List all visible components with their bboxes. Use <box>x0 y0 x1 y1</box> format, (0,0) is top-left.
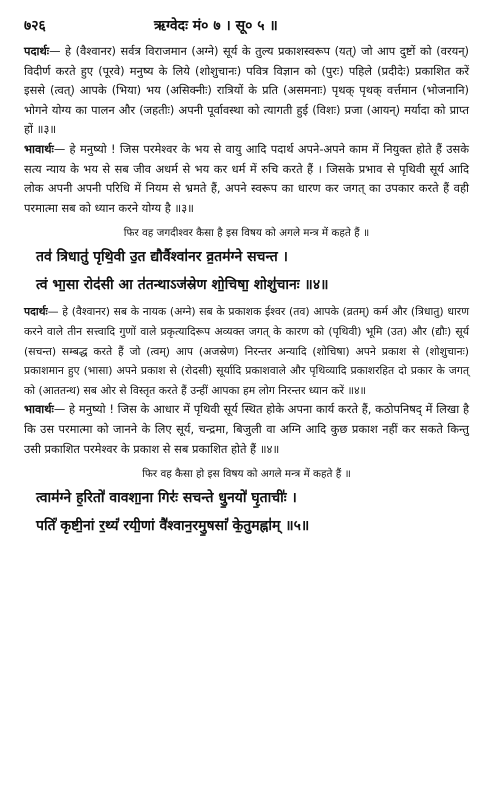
running-title: ऋग्वेदः मं० ७ । सू० ५ ॥ <box>154 18 278 34</box>
bhavartha-paragraph-4 <box>24 400 469 459</box>
page-header <box>24 16 469 42</box>
bhavartha-text: — हे मनुष्यो ! जिस के आधार में पृथिवी सूर्य स्थित होके अपना कार्य करते हैं, कठोपनिषद् में लिखा है कि उस परमात्मा को जानने के लिए सूर्य, चन्द्रमा, बिजुली वा अग्नि आदि कुछ प्रकाश नहीं कर सकते किन्तु उसी प्रकाशित परमेश्वर के प्रकाश से सब प्रकाशित होते हैं ॥४॥ <box>24 402 469 456</box>
padartha-paragraph-3 <box>24 42 469 140</box>
page-number: ७२६ <box>24 18 46 34</box>
mantra-5-line-1: त्वाम॑ग्ने ह॒रितो॑ वावशा॒ना गिरः॑ सचन्ते धु॒नयो॑ घृ॒ताचीः॑ । <box>36 490 297 507</box>
padartha-text: — हे (वैश्वानर) सर्वत्र विराजमान (अग्ने) सूर्य के तुल्य प्रकाशस्वरूप (यत्) जो आप दुष्टों को (वरयन्) विदीर्ण करते हुए (पूरवे) मनुष्य के लिये (शोशुचानः) पवित्र विज्ञान को (पुरः) पहिले (प्रदीदेः) प्रकाशित करें इससे (त्वत्) आपके (भिया) भय (असिक्नीः) रात्रियों के प्रति (असमनाः) पृथक् पृथक् वर्त्तमान (भोजनानि) भोगने योग्य का पालन और (जहतीः) अपनी पूर्वावस्था को त्यागती हुई (विशः) प्रजा (आयन्) मर्यादा को प्राप्त हों ॥३॥ <box>24 44 469 137</box>
bhavartha-paragraph-3 <box>24 140 469 218</box>
mantra-intro-4: फिर वह जगदीश्वर कैसा है इस विषय को अगले मन्त्र में कहते हैं ॥ <box>123 227 370 240</box>
mantra-4-line-2: त्वं भा॒सा रोद॑सी आ त॑तन्थाऽज॑स्रेण शो॒चिषा॒ शोशु॑चानः ॥४॥ <box>36 277 329 294</box>
bhavartha-label: भावार्थः <box>24 402 54 417</box>
bhavartha-label: भावार्थः <box>24 141 54 156</box>
padartha-label: पदार्थः <box>24 44 50 58</box>
padartha-text: — हे (वैश्वानर) सब के नायक (अग्ने) सब के प्रकाशक ईश्वर (तव) आपके (व्रतम्) कर्म और (त्रिधातु) धारण करने वाले तीन सत्त्वादि गुणों वाले प्रकृत्यादिरूप अव्यक्त जगत् के कारण को (पृथिवी) भूमि (उत) और (द्यौः) सूर्य (सचन्त) सम्बद्ध करते हैं जो (त्वम्) आप (अजस्रेण) निरन्तर अन्यादि (शोचिषा) अपने प्रकाश से (शोशुचानः) प्रकाशमान हुए (भासा) अपने प्रकाश से (रोदसी) सूर्यादि प्रकाशवाले और पृथिव्यादि प्रकाशरहित दो प्रकार के जगत् को (आततन्थ) सब ओर से विस्तृत करते हैं उन्हीं आपका हम लोग निरन्तर ध्यान करें ॥४॥ <box>24 305 469 397</box>
bhavartha-text: — हे मनुष्यो ! जिस परमेश्वर के भय से वायु आदि पदार्थ अपने-अपने काम में नियुक्त होते हैं उसके सत्य न्याय के भय से सब जीव अधर्म से भय कर धर्म में रुचि करते हैं । जिसके प्रभाव से पृथिवी सूर्य आदि लोक अपनी अपनी परिधि में नियम से भ्रमते हैं, अपने स्वरूप का धारण कर जगत् का उपकार करते हैं वही परमात्मा सब को ध्यान करने योग्य है ॥३॥ <box>24 141 469 215</box>
padartha-label: पदार्थः <box>24 305 48 319</box>
mantra-5-line-2: पतिं॑ कृष्टी॒नां र॒थ्यं॑ रयी॒णां वै॑श्वान॒रमु॒षसां॑ के॒तुमह्ना॑म् ॥५॥ <box>36 518 310 535</box>
mantra-intro-5: फिर वह कैसा हो इस विषय को अगले मन्त्र में कहते हैं ॥ <box>142 468 351 481</box>
mantra-4-line-1: तव॑ त्रिधातु॑ पृथि॒वी उ॒त द्यौर्वैश्वा॑नर व्र॒तम॑ग्ने सचन्त । <box>36 249 288 266</box>
padartha-paragraph-4 <box>24 302 469 400</box>
